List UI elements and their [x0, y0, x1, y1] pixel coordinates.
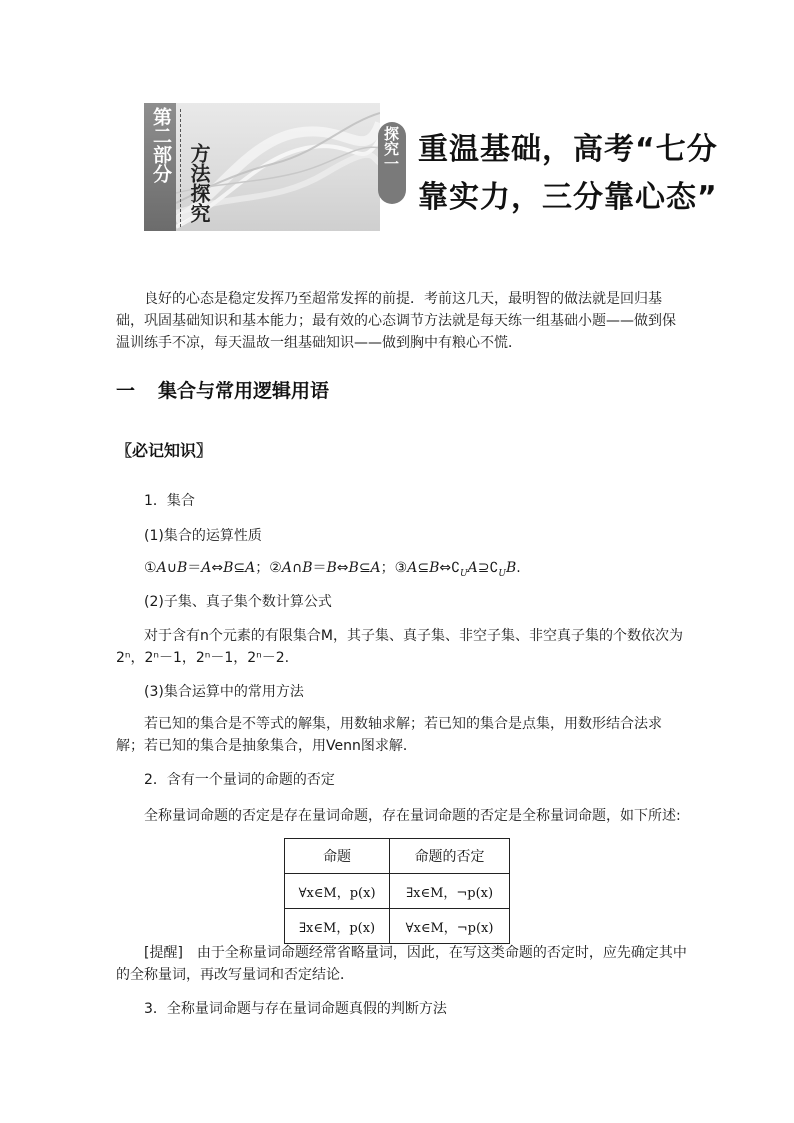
method-label: 方法探究	[187, 143, 211, 223]
table-cell: ∃x∈M，p(x)	[285, 909, 390, 944]
intro-paragraph: 良好的心态是稳定发挥乃至超常发挥的前提．考前这几天，最明智的做法就是回归基础，巩固基础知识和基本能力；最有效的心态调节方法就是每天练一组基础小题——做到保温训练手不凉，每天温故一组基础知识——做到胸中有粮心不慌．	[116, 291, 676, 351]
part-bar	[144, 103, 176, 231]
section-heading	[116, 376, 329, 403]
formula-text: ①A∪B＝A⇔B⊆A；②A∩B＝B⇔B⊆A；$③A⊆B\Leftrightarrow∁_UA⊇∁_UB$.	[144, 560, 521, 579]
table-header: 命题的否定	[390, 839, 510, 874]
chapter-title-line1: 重温基础，高考“七分	[418, 132, 718, 167]
item-3-heading: 3．全称量词命题与存在量词命题真假的判断方法	[144, 1001, 447, 1017]
table-header: 命题	[285, 839, 390, 874]
section-number: 一	[116, 380, 136, 402]
section-title: 集合与常用逻辑用语	[158, 380, 330, 402]
dashed-divider	[180, 109, 181, 227]
table-cell: ∀x∈M，¬p(x)	[390, 909, 510, 944]
explore-badge	[378, 122, 406, 204]
table-header-row	[285, 839, 510, 874]
item-2-heading: 2．含有一个量词的命题的否定	[144, 772, 335, 788]
table-cell: ∀x∈M，p(x)	[285, 874, 390, 909]
table-cell: ∃x∈M，¬p(x)	[390, 874, 510, 909]
negation-paragraph: 全称量词命题的否定是存在量词命题，存在量词命题的否定是全称量词命题，如下所述:	[144, 808, 681, 824]
table-row	[285, 909, 510, 944]
table-row	[285, 874, 510, 909]
item-1-2-heading: (2)子集、真子集个数计算公式	[144, 594, 332, 610]
item-1-3-heading: (3)集合运算中的常用方法	[144, 684, 304, 700]
set-methods-paragraph: 若已知的集合是不等式的解集，用数轴求解；若已知的集合是点集，用数形结合法求解；若已知的集合是抽象集合，用Venn图求解．	[116, 716, 662, 754]
subset-count-paragraph: 对于含有n个元素的有限集合M，其子集、真子集、非空子集、非空真子集的个数依次为2ⁿ，2ⁿ－1，2ⁿ－1，2ⁿ－2.	[116, 628, 683, 666]
set-properties-formula	[144, 557, 716, 579]
part-label: 第二部分	[150, 107, 172, 183]
chapter-title-line2: 靠实力，三分靠心态”	[418, 180, 718, 215]
section-banner	[144, 103, 400, 231]
negation-table	[284, 838, 510, 944]
item-1-1-heading: (1)集合的运算性质	[144, 528, 262, 544]
item-1-heading: 1．集合	[144, 493, 195, 509]
explore-label: 探究一	[382, 126, 400, 171]
tip-paragraph: [提醒] 由于全称量词命题经常省略量词，因此，在写这类命题的否定时，应先确定其中的全称量词，再改写量词和否定结论．	[116, 945, 687, 983]
must-know-heading: 〖必记知识〗	[116, 441, 213, 460]
